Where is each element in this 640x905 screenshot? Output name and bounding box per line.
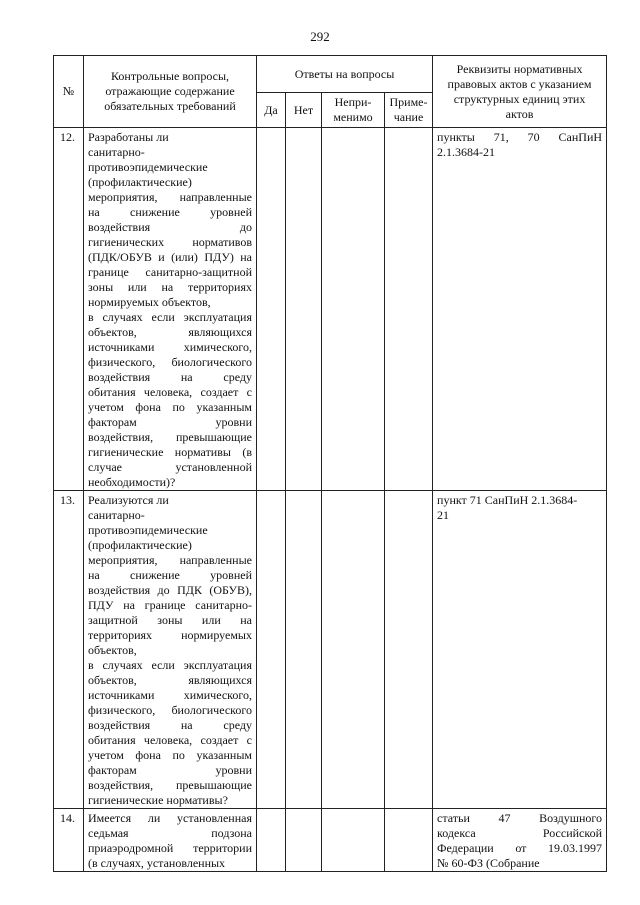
- question-text-line: воздействия до ПДК (ОБУВ),: [88, 583, 252, 597]
- question-text-line: противоэпидемические: [88, 160, 208, 174]
- answer-yes-cell[interactable]: [257, 128, 286, 491]
- question-text-line: учетом фона по указанным: [88, 400, 252, 414]
- requisites-text-line: Федерации от 19.03.1997: [437, 841, 603, 855]
- question-text-line: Реализуются ли: [88, 493, 169, 507]
- answer-note-cell[interactable]: [385, 128, 433, 491]
- question-text-line: объектов, являющихся: [88, 325, 252, 339]
- question-text-line: гигиенические нормативы (в: [88, 445, 252, 459]
- requisites-text-line: кодекса Российской: [437, 826, 603, 840]
- question-text-line: гигиенических нормативов: [88, 235, 252, 249]
- answer-no-cell[interactable]: [286, 491, 322, 809]
- requisites-cell: [433, 809, 607, 872]
- header-requisites: Реквизиты нормативных правовых актов с указанием структурных единиц этих актов: [433, 56, 607, 128]
- question-text-line: воздействия на среду: [88, 370, 252, 384]
- requisites-cell: [433, 491, 607, 809]
- header-yes: Да: [257, 93, 286, 128]
- question-text-line: (в случаях, установленных: [88, 856, 226, 870]
- table-row: [54, 491, 607, 809]
- requisites-text-line: пункт 71 СанПиН 2.1.3684-: [437, 493, 578, 507]
- question-text-line: источниками химического,: [88, 340, 252, 354]
- question-text-line: Имеется ли установленная: [88, 811, 252, 825]
- header-na-line2: менимо: [333, 110, 373, 124]
- requisites-text-line: № 60-ФЗ (Собрание: [437, 856, 540, 870]
- question-text-line: обитания человека, создает с: [88, 733, 252, 747]
- question-text-line: приаэродромной территории: [88, 841, 252, 855]
- row-number: 13.: [54, 491, 84, 809]
- requisites-text-line: 2.1.3684-21: [437, 145, 496, 159]
- question-cell: [84, 128, 257, 491]
- question-text-line: (ПДК/ОБУВ и (или) ПДУ) на: [88, 250, 252, 264]
- header-not-applicable: [322, 93, 385, 128]
- header-num: №: [54, 56, 84, 128]
- question-text-line: гигиенические нормативы?: [88, 793, 228, 807]
- question-text-line: обитания человека, создает с: [88, 385, 252, 399]
- question-text-line: факторам уровни: [88, 415, 252, 429]
- question-text-line: факторам уровни: [88, 763, 252, 777]
- question-text-line: воздействия на среду: [88, 718, 252, 732]
- question-text-line: учетом фона по указанным: [88, 748, 252, 762]
- requisites-text-line: 21: [437, 508, 450, 522]
- question-text-line: нормируемых объектов,: [88, 295, 211, 309]
- question-text-line: (профилактические): [88, 175, 192, 189]
- requisites-cell: [433, 128, 607, 491]
- answer-yes-cell[interactable]: [257, 809, 286, 872]
- answer-na-cell[interactable]: [322, 809, 385, 872]
- question-text-line: санитарно-: [88, 508, 145, 522]
- table-row: [54, 809, 607, 872]
- question-text-line: источниками химического,: [88, 688, 252, 702]
- answer-no-cell[interactable]: [286, 128, 322, 491]
- question-text-line: воздействия до: [88, 220, 252, 234]
- question-text-line: (профилактические): [88, 538, 192, 552]
- question-text-line: противоэпидемические: [88, 523, 208, 537]
- requisites-text-line: пункты 71, 70 СанПиН: [437, 130, 603, 144]
- question-text-line: защитной зоны или на: [88, 613, 252, 627]
- question-text-line: санитарно-: [88, 145, 145, 159]
- row-number: 12.: [54, 128, 84, 491]
- table-row: [54, 128, 607, 491]
- question-text-line: территориях нормируемых: [88, 628, 252, 642]
- question-text-line: в случаях если эксплуатация: [88, 658, 252, 672]
- requisites-text-line: статьи 47 Воздушного: [437, 811, 603, 825]
- question-text-line: воздействия, превышающие: [88, 430, 252, 444]
- answer-na-cell[interactable]: [322, 491, 385, 809]
- header-na-line1: Непри-: [334, 95, 372, 109]
- answer-note-cell[interactable]: [385, 491, 433, 809]
- question-text-line: на снижение уровней: [88, 568, 252, 582]
- question-text-line: случае установленной: [88, 460, 252, 474]
- question-text-line: физического, биологического: [88, 703, 252, 717]
- answer-yes-cell[interactable]: [257, 491, 286, 809]
- header-answers: Ответы на вопросы: [257, 56, 433, 93]
- header-note-line2: чание: [393, 110, 424, 124]
- answer-note-cell[interactable]: [385, 809, 433, 872]
- row-number: 14.: [54, 809, 84, 872]
- header-no: Нет: [286, 93, 322, 128]
- question-text-line: Разработаны ли: [88, 130, 169, 144]
- question-cell: [84, 809, 257, 872]
- question-text-line: седьмая подзона: [88, 826, 252, 840]
- question-text-line: на снижение уровней: [88, 205, 252, 219]
- question-text-line: объектов, являющихся: [88, 673, 252, 687]
- question-text-line: необходимости)?: [88, 475, 176, 489]
- page-number: 292: [310, 29, 330, 44]
- question-text-line: границе санитарно-защитной: [88, 265, 252, 279]
- question-cell: [84, 491, 257, 809]
- header-note: [385, 93, 433, 128]
- header-questions: Контрольные вопросы, отражающие содержание обязательных требований: [84, 56, 257, 128]
- answer-na-cell[interactable]: [322, 128, 385, 491]
- answer-no-cell[interactable]: [286, 809, 322, 872]
- question-text-line: в случаях если эксплуатация: [88, 310, 252, 324]
- question-text-line: мероприятия, направленные: [88, 553, 252, 567]
- question-text-line: объектов,: [88, 643, 137, 657]
- checklist-table: [53, 55, 607, 872]
- question-text-line: воздействия, превышающие: [88, 778, 252, 792]
- header-row: [54, 56, 607, 93]
- question-text-line: зоны или на территориях: [88, 280, 252, 294]
- question-text-line: физического, биологического: [88, 355, 252, 369]
- header-note-line1: Приме-: [389, 95, 428, 109]
- question-text-line: мероприятия, направленные: [88, 190, 252, 204]
- question-text-line: ПДУ на границе санитарно-: [88, 598, 252, 612]
